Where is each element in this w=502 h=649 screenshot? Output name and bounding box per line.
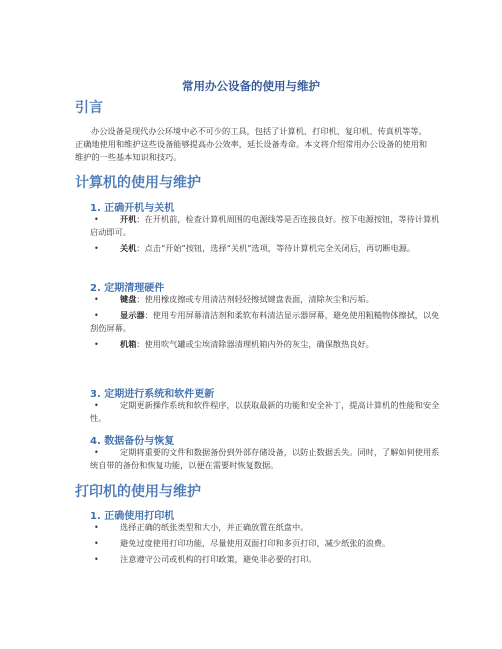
- list-item: [90, 399, 442, 425]
- item-text: ：点击“开始”按钮，选择“关机”选项，等待计算机完全关闭后，再切断电源。: [136, 243, 416, 253]
- list-item: [90, 309, 442, 335]
- bullet-list: [90, 293, 442, 354]
- list-item: [90, 537, 442, 550]
- subsection-heading: 1. 正确开机与关机: [90, 203, 175, 214]
- item-term: 开机: [120, 214, 137, 224]
- subsection-heading: 3. 定期进行系统和软件更新: [90, 389, 215, 400]
- subsection-heading: 4. 数据备份与恢复: [90, 436, 175, 447]
- bullet-icon: •: [94, 311, 99, 320]
- document-title: 常用办公设备的使用与维护: [182, 79, 320, 93]
- list-item: [90, 521, 442, 534]
- bullet-icon: •: [94, 215, 99, 224]
- bullet-icon: •: [94, 401, 99, 410]
- item-term: 机箱: [120, 339, 137, 349]
- section-heading-printer: 打印机的使用与维护: [75, 484, 201, 500]
- bullet-icon: •: [94, 448, 99, 457]
- subsection-heading: 1. 正确使用打印机: [90, 511, 175, 522]
- intro-paragraph: 办公设备是现代办公环境中必不可少的工具，包括了计算机、打印机、复印机、传真机等等。正确地使用和维护这些设备能够提高办公效率，延长设备寿命。本文将介绍常用办公设备的使用和维护的一些基本知识和技巧。: [75, 126, 428, 162]
- item-text: 注意遵守公司或机构的打印政策，避免非必要的打印。: [120, 554, 317, 564]
- list-item: [90, 553, 442, 566]
- section-heading-computer: 计算机的使用与维护: [75, 175, 201, 191]
- intro-heading: 引言: [75, 100, 103, 116]
- list-item: [90, 213, 442, 239]
- bullet-icon: •: [94, 523, 99, 532]
- item-text: ：使用专用屏幕清洁剂和柔软布料清洁显示器屏幕，避免使用粗糙物体擦拭，以免刮伤屏幕。: [90, 310, 440, 333]
- item-text: ：在开机前，检查计算机周围的电源线等是否连接良好。按下电源按钮，等待计算机启动即可。: [90, 214, 440, 237]
- bullet-icon: •: [94, 295, 99, 304]
- subsection-heading: 2. 定期清理硬件: [90, 283, 165, 294]
- bullet-icon: •: [94, 555, 99, 564]
- item-text: 定期更新操作系统和软件程序，以获取最新的功能和安全补丁，提高计算机的性能和安全性。: [90, 400, 440, 423]
- item-text: 定期将重要的文件和数据备份到外部存储设备，以防止数据丢失。同时，了解如何使用系统自带的备份和恢复功能，以便在需要时恢复数据。: [90, 447, 440, 470]
- item-term: 关机: [120, 243, 137, 253]
- item-text: ：使用吹气罐或尘埃清除器清理机箱内外的灰尘，确保散热良好。: [136, 339, 374, 349]
- bullet-list: [90, 213, 442, 258]
- list-item: [90, 242, 442, 255]
- bullet-icon: •: [94, 539, 99, 548]
- item-term: 显示器: [120, 310, 145, 320]
- bullet-list: [90, 446, 442, 475]
- item-text: 避免过度使用打印功能，尽量使用双面打印和多页打印，减少纸张的浪费。: [120, 538, 391, 548]
- item-term: 键盘: [120, 294, 137, 304]
- list-item: [90, 446, 442, 472]
- item-text: ：使用橡皮擦或专用清洁剂轻轻擦拭键盘表面，清除灰尘和污垢。: [136, 294, 374, 304]
- bullet-list: [90, 399, 442, 428]
- list-item: [90, 338, 442, 351]
- list-item: [90, 293, 442, 306]
- item-text: 选择正确的纸张类型和大小，并正确放置在纸盘中。: [120, 522, 309, 532]
- bullet-icon: •: [94, 244, 99, 253]
- bullet-icon: •: [94, 340, 99, 349]
- bullet-list: [90, 521, 442, 569]
